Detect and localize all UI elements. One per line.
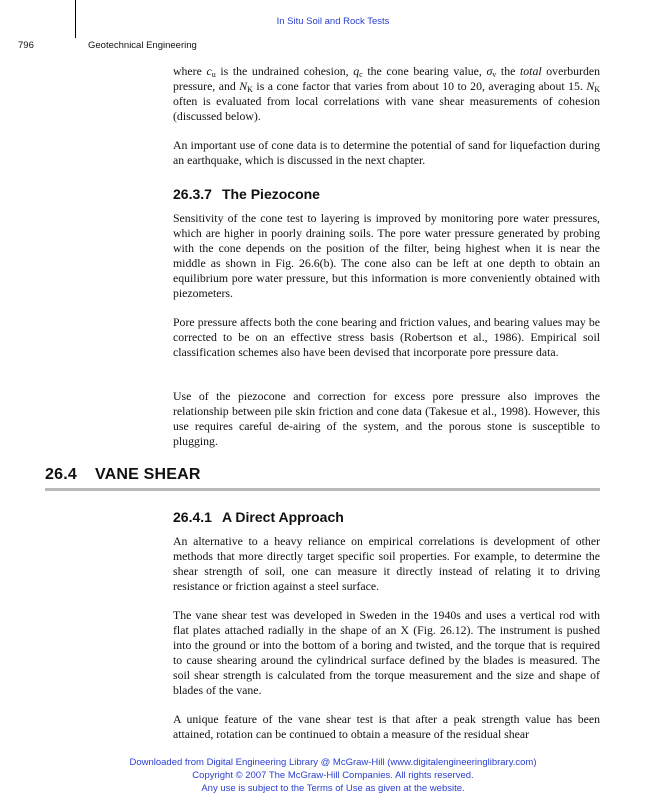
paragraph-direct-approach: An alternative to a heavy reliance on empirical correlations is development of other methods that more directly target specific soil properties. For example, to determine the shear strength of soil, one can measure it directly instead of relating it to driving resistance or friction against a steel surface. [173, 534, 600, 593]
heading-26-4: 26.4 VANE SHEAR [45, 466, 201, 483]
paragraph-piezocone-sensitivity: Sensitivity of the cone test to layering is improved by monitoring pore water pressures, which are higher in poorly draining soils. The pore water pressure generated by probing with the cone depends on the position of the filter, being highest when it is near the middle as shown in Fig. 26.6(b). The cone also can be left at one depth to obtain an equilibrium pore water pressure, but this information is more conveniently obtained with piezometers. [173, 211, 600, 300]
heading-26-4-1: 26.4.1 A Direct Approach [173, 509, 344, 525]
paragraph-residual-shear: A unique feature of the vane shear test is that after a peak strength value has been attained, rotation can be continued to obtain a measure of the residual shear [173, 712, 600, 741]
section-rule [45, 488, 600, 491]
paragraph-pile-skin-friction: Use of the piezocone and correction for excess pore pressure also improves the relationship between pile skin friction and cone data (Takesue et al., 1998). However, this use requires careful de-airing of the system, and the porous stone is susceptible to plugging. [173, 389, 600, 448]
paragraph-pore-pressure: Pore pressure affects both the cone bearing and friction values, and bearing values may be corrected to be on an effective stress basis (Robertson et al., 1986). Empirical soil classification schemes also have been devised that incorporate pore pressure data. [173, 315, 600, 359]
footer-copyright: Copyright © 2007 The McGraw-Hill Companies. All rights reserved. [192, 770, 474, 781]
footer-download-link[interactable]: Downloaded from Digital Engineering Library @ McGraw-Hill (www.digitalengineeringlibrary.com) [129, 757, 537, 768]
paragraph-liquefaction: An important use of cone data is to determine the potential of sand for liquefaction during an earthquake, which is discussed in the next chapter. [173, 138, 600, 167]
header-vertical-rule [75, 0, 76, 38]
paragraph-vane-shear-test: The vane shear test was developed in Sweden in the 1940s and uses a vertical rod with flat plates attached radially in the shape of an X (Fig. 26.12). The instrument is pushed into the ground or into the bottom of a boring and twisted, and the torque that is required to cause shearing around the cylindrical surface defined by the blades is measured. The soil shear strength is calculated from the torque measurement and the size and shape of blades of the vane. [173, 608, 600, 697]
book-title: Geotechnical Engineering [88, 40, 197, 51]
running-head: In Situ Soil and Rock Tests [276, 16, 390, 27]
heading-26-3-7: 26.3.7 The Piezocone [173, 186, 320, 202]
footer [0, 756, 666, 795]
page-number: 796 [18, 40, 34, 51]
footer-terms-link[interactable]: Any use is subject to the Terms of Use as given at the website. [201, 783, 465, 794]
paragraph-cone-factor: where $c_u$ is the undrained cohesion, $q_c$ the cone bearing value, $\sigma_v$ the total overburden pressure, and $N_K$ is a cone factor that varies from about 10 to 20, averaging about 15. $N_K$ often is evaluated from local correlations with vane shear measurements of cohesion (discussed below). [173, 64, 600, 123]
